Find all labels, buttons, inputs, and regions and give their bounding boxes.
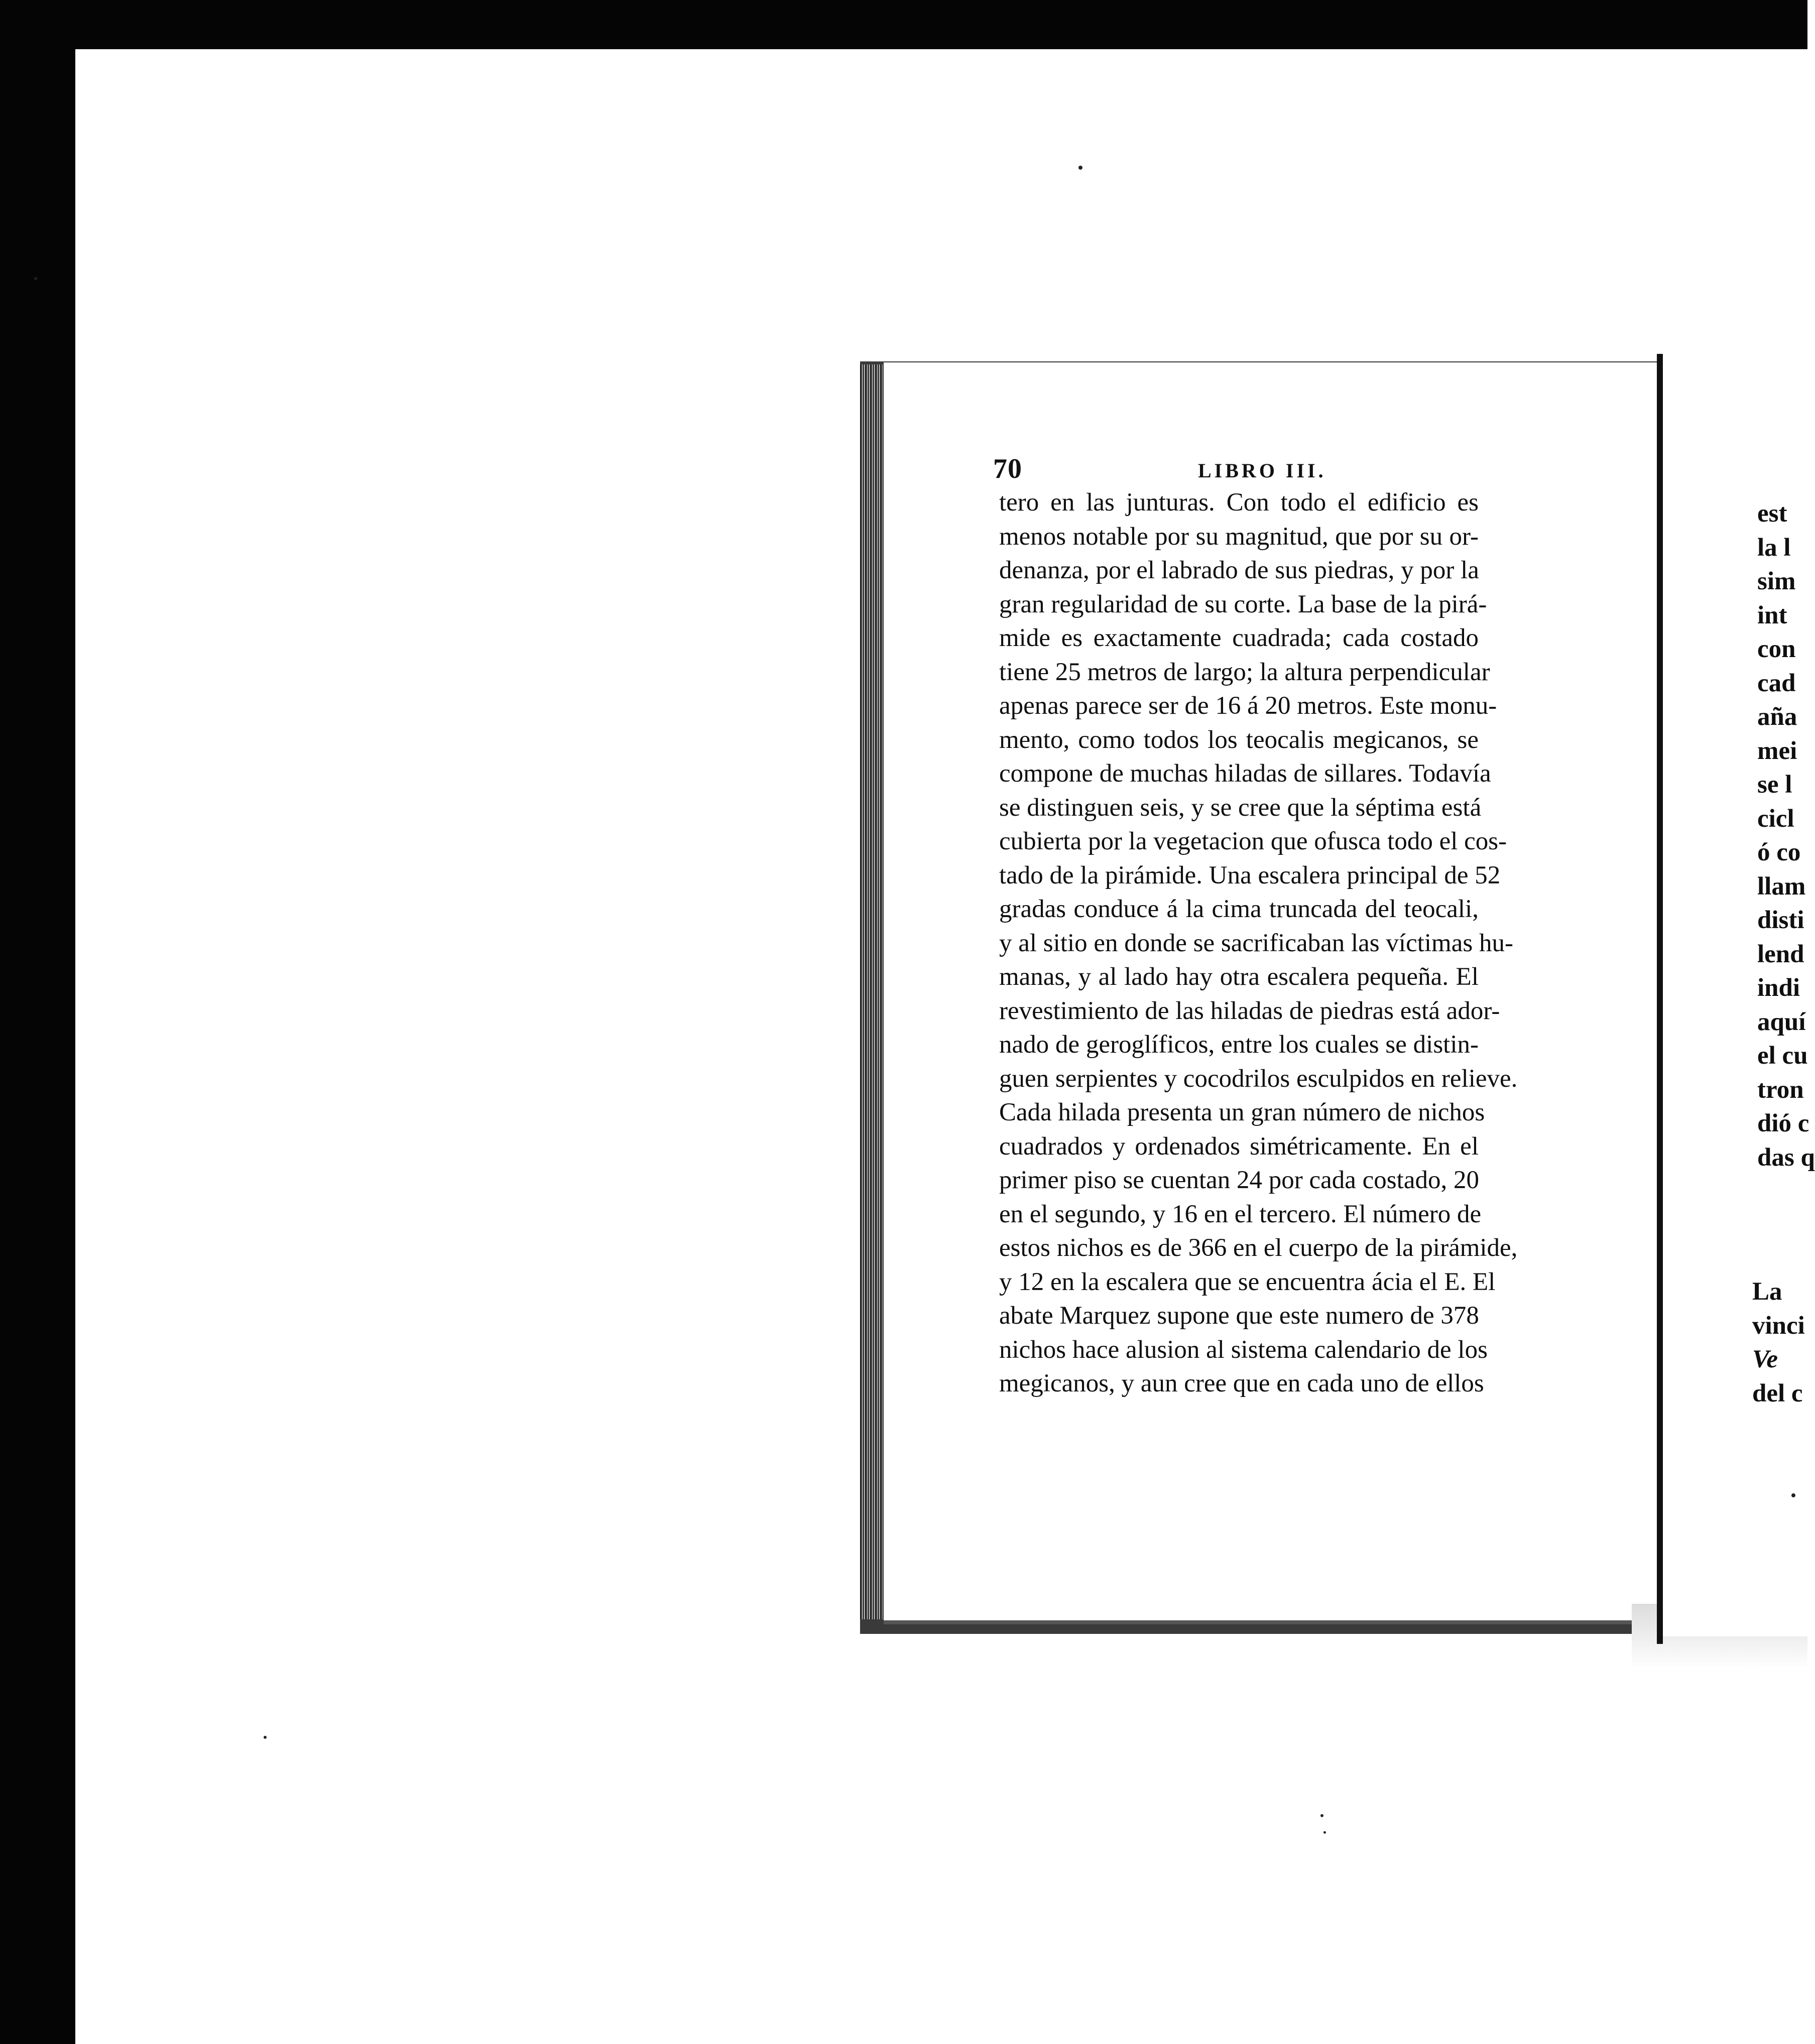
right-page-line: del c bbox=[1752, 1379, 1803, 1408]
dust-speck bbox=[264, 1736, 267, 1739]
right-page-line: vinci bbox=[1752, 1311, 1805, 1340]
right-page-line: Ve bbox=[1752, 1345, 1778, 1373]
right-page-line: est bbox=[1757, 499, 1787, 528]
text-line: abate Marquez supone que este numero de 378 bbox=[999, 1302, 1479, 1330]
right-page-line: int bbox=[1757, 601, 1787, 629]
page-bottom-edge bbox=[884, 1620, 1659, 1624]
right-page-line: cicl bbox=[1757, 804, 1794, 833]
right-page-line: disti bbox=[1757, 906, 1804, 934]
page-edge-stack bbox=[860, 364, 883, 1619]
right-page-line: llam bbox=[1757, 872, 1806, 901]
page-number: 70 bbox=[993, 453, 1022, 484]
text-line: tero en las junturas. Con todo el edificio es bbox=[999, 488, 1479, 517]
scanner-frame-left bbox=[0, 0, 75, 2044]
text-line: gradas conduce á la cima truncada del teocali, bbox=[999, 895, 1479, 923]
text-line: Cada hilada presenta un gran número de nichos bbox=[999, 1098, 1485, 1126]
running-title: LIBRO III. bbox=[1198, 459, 1326, 482]
text-line: gran regularidad de su corte. La base de la pirá- bbox=[999, 590, 1487, 618]
text-line: en el segundo, y 16 en el tercero. El número de bbox=[999, 1200, 1482, 1228]
right-page-line: ó co bbox=[1757, 838, 1801, 866]
text-line: primer piso se cuentan 24 por cada costado, 20 bbox=[999, 1166, 1479, 1194]
text-line: megicanos, y aun cree que en cada uno de ellos bbox=[999, 1369, 1484, 1397]
text-line: nichos hace alusion al sistema calendario de los bbox=[999, 1335, 1488, 1364]
book-gutter bbox=[1657, 354, 1663, 1644]
text-line: menos notable por su magnitud, que por su or- bbox=[999, 522, 1479, 551]
right-page-line: mei bbox=[1757, 736, 1797, 765]
right-page-line: La bbox=[1752, 1278, 1782, 1306]
right-page-text bbox=[1757, 497, 1815, 1175]
scanner-frame-top bbox=[0, 0, 1807, 49]
running-head bbox=[993, 453, 1475, 488]
text-line: tiene 25 metros de largo; la altura perpendicular bbox=[999, 658, 1490, 686]
right-page-line: con bbox=[1757, 635, 1796, 663]
text-line: apenas parece ser de 16 á 20 metros. Este monu- bbox=[999, 692, 1497, 720]
right-page-line: aquí bbox=[1757, 1007, 1806, 1036]
text-line: cuadrados y ordenados simétricamente. En el bbox=[999, 1132, 1479, 1161]
right-page-line: se l bbox=[1757, 771, 1792, 799]
text-line: tado de la pirámide. Una escalera principal de 52 bbox=[999, 861, 1501, 889]
text-line: guen serpientes y cocodrilos esculpidos en relieve. bbox=[999, 1064, 1518, 1093]
text-line: nado de geroglíficos, entre los cuales se distin- bbox=[999, 1031, 1479, 1059]
right-page-lower-text bbox=[1752, 1275, 1807, 1411]
right-page-line: aña bbox=[1757, 703, 1797, 731]
right-page-line: lend bbox=[1757, 940, 1804, 968]
dust-speck bbox=[1323, 1831, 1326, 1834]
text-line: cubierta por la vegetacion que ofusca todo el cos- bbox=[999, 827, 1507, 855]
text-line: estos nichos es de 366 en el cuerpo de la pirámide, bbox=[999, 1234, 1518, 1262]
text-line: mide es exactamente cuadrada; cada costado bbox=[999, 624, 1479, 652]
right-page-line: cad bbox=[1757, 669, 1796, 697]
scanner-frame-notch bbox=[0, 2013, 45, 2044]
text-line: denanza, por el labrado de sus piedras, y por la bbox=[999, 556, 1479, 584]
text-line: mento, como todos los teocalis megicanos, se bbox=[999, 725, 1479, 754]
dust-speck bbox=[34, 277, 37, 280]
text-line: manas, y al lado hay otra escalera pequeña. El bbox=[999, 963, 1479, 991]
right-page-line: sim bbox=[1757, 567, 1796, 595]
text-line: se distinguen seis, y se cree que la séptima está bbox=[999, 793, 1482, 822]
text-line: y al sitio en donde se sacrificaban las víctimas hu- bbox=[999, 929, 1513, 957]
right-page-line: das q bbox=[1757, 1143, 1815, 1172]
text-line: revestimiento de las hiladas de piedras está ador- bbox=[999, 996, 1500, 1025]
right-page-line: dió c bbox=[1757, 1109, 1809, 1137]
right-page-line: la l bbox=[1757, 533, 1791, 562]
dust-speck bbox=[1791, 1493, 1795, 1497]
body-text bbox=[999, 486, 1518, 1401]
text-line: compone de muchas hiladas de sillares. Todavía bbox=[999, 759, 1491, 788]
dust-speck bbox=[1078, 166, 1082, 170]
right-page-line: indi bbox=[1757, 974, 1800, 1002]
text-line: y 12 en la escalera que se encuentra ácia el E. El bbox=[999, 1267, 1496, 1296]
right-page-line: el cu bbox=[1757, 1042, 1808, 1070]
right-page-line: tron bbox=[1757, 1075, 1804, 1104]
dust-speck bbox=[1320, 1814, 1323, 1817]
